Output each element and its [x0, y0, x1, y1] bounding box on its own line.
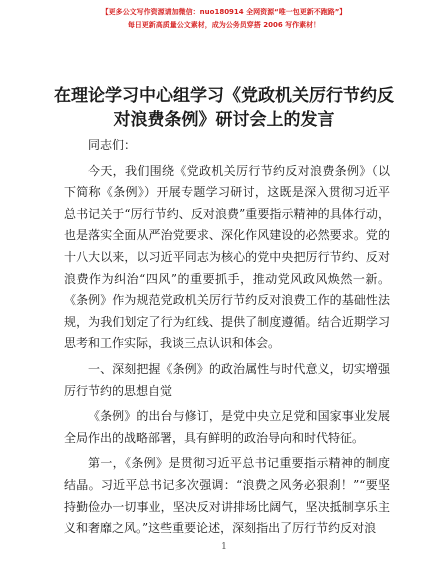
document-body — [64, 135, 390, 540]
header-banner — [0, 6, 448, 32]
paragraph-point-1: 第一，《条例》是贯彻习近平总书记重要指示精神的制度结晶。习近平总书记多次强调：“浪费之风务必狠刹！”“要坚持勤俭办一切事业，坚决反对讲排场比阔气，坚决抵制享乐主义和奢靡之风。”这些重要论述，深刻指出了厉行节约反对浪 — [64, 456, 390, 536]
section-heading-1: 一、深刻把握《条例》的政治属性与时代意义，切实增强厉行节约的思想自觉 — [64, 361, 390, 398]
title-line-2: 对浪费条例》研讨会上的发言 — [113, 110, 335, 130]
page-number: 1 — [221, 542, 227, 552]
paragraph-intro: 今天，我们围绕《党政机关厉行节约反对浪费条例》（以下简称《条例》）开展专题学习研讨，这既是深入贯彻习近平总书记关于“厉行节约、反对浪费”重要指示精神的具体行动，也是落实全面从严治党要求、深化作风建设的必然要求。党的十八大以来，以习近平同志为核心的党中央把厉行节约、反对浪费作为纠治“四风”的重要抓手，推动党风政风焕然一新。《条例》作为规范党政机关厉行节约反对浪费工作的基础性法规，为我们划定了行为红线、提供了制度遵循。结合近期学习思考和工作实际，我谈三点认识和体会。 — [64, 163, 390, 351]
salutation: 同志们： — [88, 138, 137, 152]
paragraph-section-1: 《条例》的出台与修订，是党中央立足党和国家事业发展全局作出的战略部署，具有鲜明的政治导向和时代特征。 — [64, 409, 390, 445]
document-title — [40, 84, 408, 132]
banner-line-1: 【更多公文写作资源请加微信：nuo180914 全网资源“唯一包更新不跑路”】 — [101, 8, 347, 16]
banner-line-2: 每日更新高质量公文素材，成为公务员穿搭 2006 写作素材！ — [127, 21, 321, 29]
title-line-1: 在理论学习中心组学习《党政机关厉行节约反 — [54, 86, 394, 106]
